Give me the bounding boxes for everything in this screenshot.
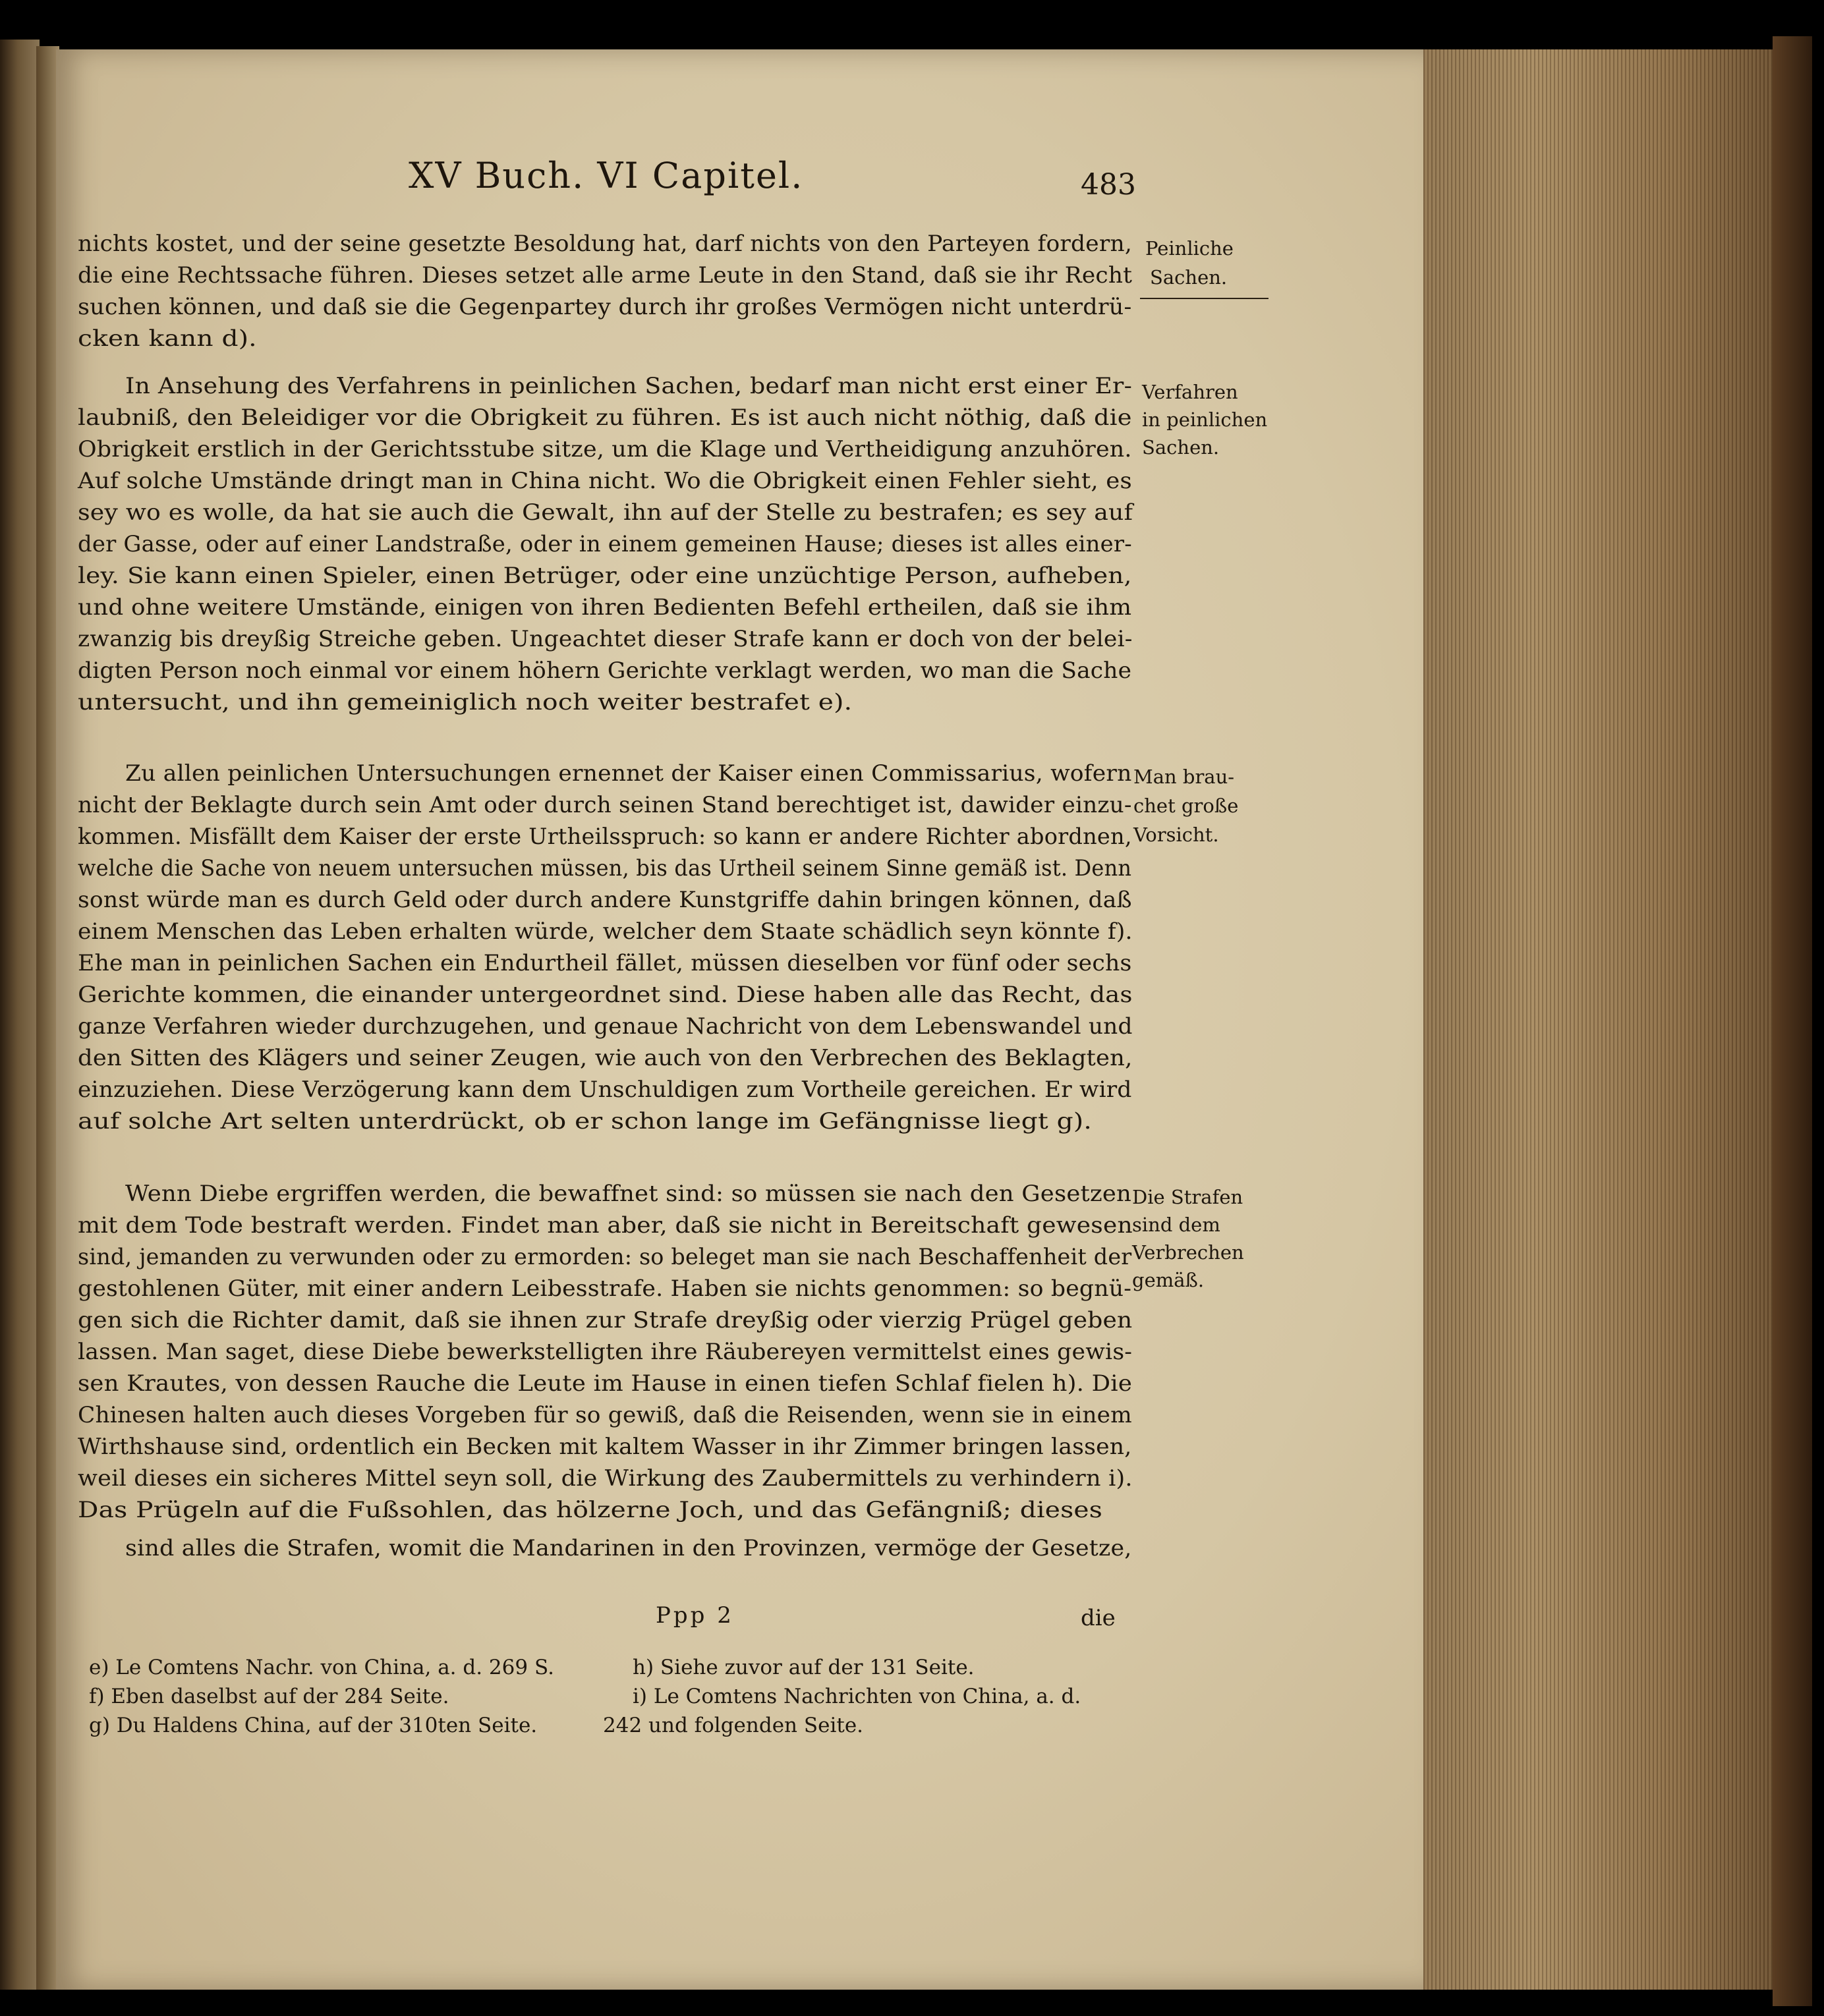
sidenote-line: Verfahren [1142,381,1238,403]
catchword: die [1081,1605,1116,1631]
left-page-edge [0,40,40,1990]
body-line: sen Krautes, von dessen Rauche die Leute im Hause in einen tiefen Schlaf fielen h). Die [78,1370,1133,1397]
body-line: den Sitten des Klägers und seiner Zeugen, wie auch von den Verbrechen des Beklagten, [78,1045,1133,1071]
body-line: sonst würde man es durch Geld oder durch andere Kunstgriffe dahin bringen können, daß [78,887,1132,913]
page-block-fore-edge [1423,49,1792,1990]
body-line: Auf solche Umstände dringt man in China nicht. Wo die Obrigkeit einen Fehler sieht, es [78,468,1132,494]
running-head: XV Buch. VI Capitel. [409,155,804,196]
sidenote-line: Sachen. [1150,266,1228,289]
body-line: Gerichte kommen, die einander untergeordnet sind. Diese haben alle das Recht, das [78,982,1133,1008]
signature-mark: Ppp 2 [656,1602,734,1629]
body-line: der Gasse, oder auf einer Landstraße, oder in einem gemeinen Hause; dieses ist alles einer- [78,531,1132,557]
sidenote-line: chet große [1133,795,1239,817]
body-line: einzuziehen. Diese Verzögerung kann dem Unschuldigen zum Vortheile gereichen. Er wird [78,1077,1132,1103]
footnote: f) Eben daselbst auf der 284 Seite. [89,1685,449,1708]
body-line: Obrigkeit erstlich in der Gerichtsstube sitze, um die Klage und Vertheidigung anzuhören. [78,436,1132,462]
body-line: gen sich die Richter damit, daß sie ihnen zur Strafe dreyßig oder vierzig Prügel geben [78,1307,1133,1333]
body-line: weil dieses ein sicheres Mittel seyn soll, die Wirkung des Zaubermittels zu verhindern i). [78,1465,1133,1492]
body-line: ganze Verfahren wieder durchzugehen, und genaue Nachricht von dem Lebenswandel und [78,1013,1133,1040]
body-line: Das Prügeln auf die Fußsohlen, das hölzerne Joch, und das Gefängniß; dieses [78,1497,1103,1523]
body-line: sind alles die Strafen, womit die Mandarinen in den Provinzen, vermöge der Gesetze, [125,1535,1132,1561]
footnote: h) Siehe zuvor auf der 131 Seite. [633,1656,975,1679]
body-line: Chinesen halten auch dieses Vorgeben für so gewiß, daß die Reisenden, wenn sie in einem [78,1402,1132,1428]
body-line: digten Person noch einmal vor einem höhern Gerichte verklagt werden, wo man die Sache [78,658,1132,684]
sidenote-line: Sachen. [1142,436,1220,459]
sidenote-line: Verbrechen [1132,1241,1244,1264]
footnote: i) Le Comtens Nachrichten von China, a. d. [633,1685,1081,1708]
body-line: mit dem Tode bestraft werden. Findet man aber, daß sie nicht in Bereitschaft gewesen [78,1212,1133,1239]
body-line: Zu allen peinlichen Untersuchungen ernennet der Kaiser einen Commissarius, wofern [125,760,1132,787]
body-line: auf solche Art selten unterdrückt, ob er schon lange im Gefängnisse liegt g). [78,1108,1093,1134]
body-line: ley. Sie kann einen Spieler, einen Betrüger, oder eine unzüchtige Person, aufheben, [78,563,1132,589]
sidenote-line: in peinlichen [1142,408,1268,431]
body-line: sey wo es wolle, da hat sie auch die Gewalt, ihn auf der Stelle zu bestrafen; es sey auf [78,499,1133,526]
page-number: 483 [1081,168,1136,202]
sidenote-line: Peinliche [1145,237,1234,260]
body-line: nichts kostet, und der seine gesetzte Besoldung hat, darf nichts von den Parteyen fordern, [78,231,1133,257]
body-line: laubniß, den Beleidiger vor die Obrigkeit zu führen. Es ist auch nicht nöthig, daß die [78,405,1132,431]
body-line: einem Menschen das Leben erhalten würde, welcher dem Staate schädlich seyn könnte f). [78,918,1133,945]
sidenote-line: gemäß. [1132,1269,1205,1291]
body-line: nicht der Beklagte durch sein Amt oder durch seinen Stand berechtiget ist, dawider einzu- [78,792,1132,818]
body-line: In Ansehung des Verfahrens in peinlichen Sachen, bedarf man nicht erst einer Er- [125,373,1133,399]
body-line: zwanzig bis dreyßig Streiche geben. Ungeachtet dieser Strafe kann er doch von der belei- [78,626,1133,652]
body-line: kommen. Misfällt dem Kaiser der erste Urtheilsspruch: so kann er andere Richter abordnen, [78,824,1132,850]
sidenote-underline [1140,298,1268,299]
footnote: e) Le Comtens Nachr. von China, a. d. 269 S. [89,1656,554,1679]
body-line: welche die Sache von neuem untersuchen müssen, bis das Urtheil seinem Sinne gemäß ist. Denn [78,855,1132,882]
body-line: Wirthshause sind, ordentlich ein Becken mit kaltem Wasser in ihr Zimmer bringen lassen, [78,1434,1132,1460]
sidenote-line: sind dem [1132,1214,1220,1236]
body-line: gestohlenen Güter, mit einer andern Leibesstrafe. Haben sie nichts genommen: so begnü- [78,1275,1132,1302]
sidenote-line: Vorsicht. [1133,824,1219,846]
sidenote-line: Man brau- [1133,766,1235,788]
footnote: g) Du Haldens China, auf der 310ten Seite. [89,1714,538,1737]
body-line: suchen können, und daß sie die Gegenpartey durch ihr großes Vermögen nicht unterdrü- [78,294,1132,320]
body-line: und ohne weitere Umstände, einigen von ihren Bedienten Befehl ertheilen, daß sie ihm [78,594,1132,621]
sidenote-line: Die Strafen [1132,1186,1243,1208]
body-line: sind, jemanden zu verwunden oder zu ermorden: so beleget man sie nach Beschaffenheit der [78,1244,1132,1270]
book-cover-edge [1773,36,1812,2006]
body-line: cken kann d). [78,325,257,352]
body-line: die eine Rechtssache führen. Dieses setzet alle arme Leute in den Stand, daß sie ihr Recht [78,262,1133,289]
footnote: 242 und folgenden Seite. [603,1714,864,1737]
body-line: Wenn Diebe ergriffen werden, die bewaffnet sind: so müssen sie nach den Gesetzen [125,1181,1132,1207]
body-line: untersucht, und ihn gemeiniglich noch weiter bestrafet e). [78,689,853,715]
body-line: Ehe man in peinlichen Sachen ein Endurtheil fället, müssen dieselben vor fünf oder sechs [78,950,1132,976]
body-line: lassen. Man saget, diese Diebe bewerkstelligten ihre Räubereyen vermittelst eines gewis- [78,1339,1133,1365]
